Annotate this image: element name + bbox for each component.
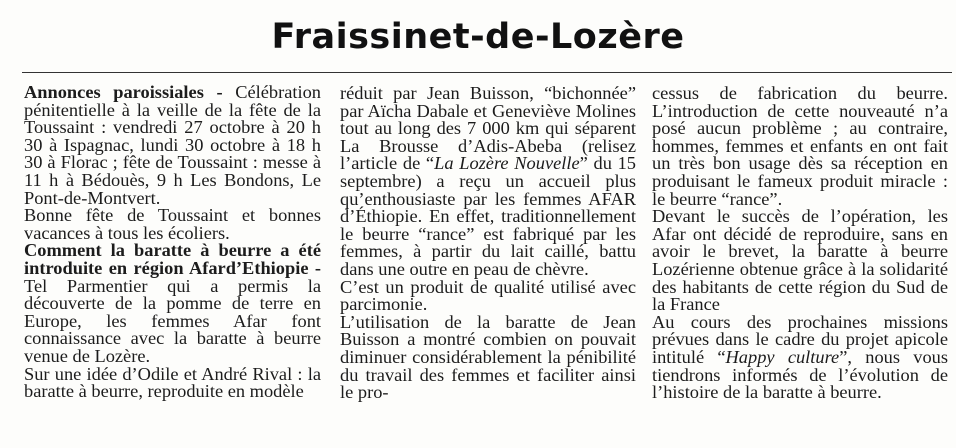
paragraph-succes: Devant le succès de l’opération, les Afar ont décidé de reproduire, sans en avoir le brevet, la baratte à beurre Lozérienne obtenue grâce à la solidarité des habitants de cette région du Sud de la France (652, 206, 948, 315)
article-column-2 (340, 85, 636, 402)
paragraph-annonces (24, 84, 321, 207)
comment-lead: Comment la baratte à beurre a été introduite en région Afard’Ethiopie - (24, 240, 321, 278)
p1-part1: réduit par Jean Buisson, “bichonnée” par Aïcha Dabale et Geneviève Molines tout au long des 7 000 km qui séparent La Brousse d’Adis-Abeba (relisez l’article de “ (340, 83, 636, 174)
annonces-body: Célébration pénitentielle à la veille de la fête de la Toussaint : vendredi 27 octobre à 20 h 30 à Ispagnac, lundi 30 octobre à 18 h 30 à Florac ; fête de Toussaint : messe à 11 h à Bédouès, 9 h Les Bondons, Le Pont-de-Montvert. (24, 82, 321, 208)
annonces-lead: Annonces paroissiales - (24, 82, 223, 102)
p3-part2: ”, nous vous tiendrons informés de l’évolution de l’histoire de la baratte à beurre. (652, 346, 948, 403)
p3-part1: Au cours des prochaines missions prévues dans le cadre du projet apicole intitulé “ (652, 311, 948, 367)
paragraph-processus: cessus de fabrication du beurre. L’introduction de cette nouveauté n’a posé aucun problème ; au contraire, hommes, femmes et enfants en ont fait un très bon usage dès sa réception en produisant le fameux produit miracle : le beurre “rance”. (652, 83, 948, 209)
newspaper-title: La Lozère Nouvelle (434, 153, 580, 174)
paragraph-idee: Sur une idée d’Odile et André Rival : la baratte à beurre, reproduite en modèle (24, 363, 321, 402)
p1-part2: ” du 15 septembre) a reçu un accueil plus qu’enthousiaste par les femmes AFAR d’Éthiopie. En effet, traditionnellement le beurre “rance” est fabriqué par les femmes, à partir du lait caillé, battu dans une outre en peau de chèvre. (340, 153, 636, 279)
paragraph-utilisation: L’utilisation de la baratte de Jean Buisson a montré combien on pouvait diminuer considérablement la pénibilité du travail des femmes et faciliter ainsi le pro- (340, 311, 636, 403)
headline-rule (22, 72, 952, 73)
paragraph-baratte-reduite (340, 85, 636, 279)
paragraph-comment (24, 242, 321, 365)
project-name: Happy culture (725, 346, 840, 367)
article-column-3 (652, 85, 948, 402)
paragraph-qualite: C’est un produit de qualité utilisé avec parcimonie. (340, 276, 636, 315)
paragraph-missions (652, 311, 948, 403)
comment-body: Tel Parmentier qui a permis la découverte de la pomme de terre en Europe, les femmes Afar font connaissance avec la baratte à beurre venue de Lozère. (24, 275, 321, 366)
article-column-1 (24, 84, 321, 401)
article-headline: Fraissinet-de-Lozère (271, 17, 685, 57)
paragraph-bonne-fete: Bonne fête de Toussaint et bonnes vacances à tous les écoliers. (24, 205, 321, 243)
